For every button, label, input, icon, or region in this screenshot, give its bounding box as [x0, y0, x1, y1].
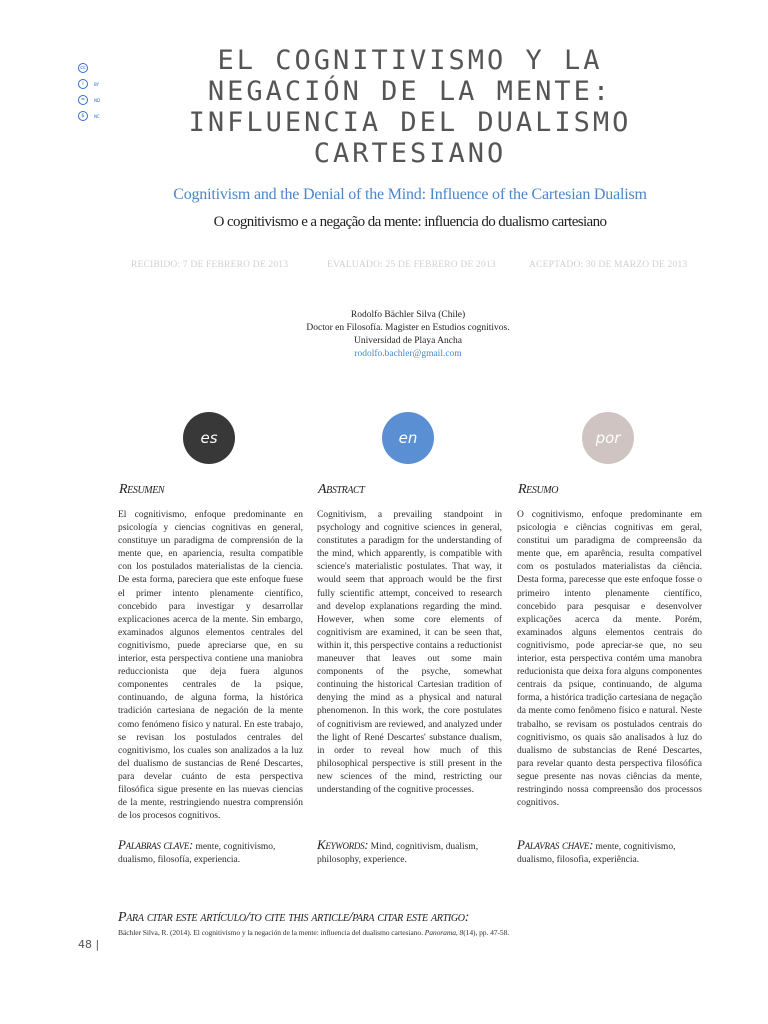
author-block [300, 309, 516, 361]
citation-text [118, 928, 678, 937]
keywords-values-es: mente, cognitivismo, dualismo, filosofía, experiencia. [118, 842, 276, 866]
date-received: RECIBIDO: 7 DE FEBRERO DE 2013 [131, 260, 289, 270]
abstract-body-en: Cognitivism, a prevailing standpoint in psychology and cognitive sciences in general, constitutes a paradigm for the understanding of the mind, which apparently, is compatible with science's materialistic postulates. That way, it would seem that approach would be the first fully scientific attempt, conceived to research and develop explanations regarding the mind. However, when some core elements of cognitivism are examined, it can be seen that, within it, this perspective contains a reductionist maneuver that leaves out some main components of the psyche, somewhat continuing the historical Cartesian tradition of denying the mind as a physical and natural phenomenon. In this work, the core postulates of cognitivism are reviewed, and analyzed under the light of René Descartes' substance dualism, in order to reveal how much of this philosophical perspective is still present in the new sciences of the mind, restricting our understanding of the cognitive processes. [317, 510, 502, 795]
citation-rest: (14), pp. 47-58. [463, 928, 510, 937]
lang-badge-en: en [382, 412, 434, 464]
author-degree: Doctor en Filosofía. Magister en Estudios cognitivos. [306, 323, 510, 333]
heading-resumo: Resumo [518, 482, 559, 497]
keywords-label-es: Palabras clave: [118, 837, 194, 852]
license-label-nc: NC [94, 113, 100, 119]
keywords-label-en: Keywords: [317, 837, 369, 852]
keywords-en [317, 838, 502, 867]
keywords-por [517, 838, 702, 867]
date-accepted: ACEPTADO: 30 DE MARZO DE 2013 [529, 260, 688, 270]
keywords-values-en: Mind, cognitivism, dualism, philosophy, experience. [317, 842, 479, 866]
license-label-by: BY [94, 81, 99, 87]
abstract-body-por: O cognitivismo, enfoque predominante em psicologia e ciências cognitivas em geral, constitui um paradigma de compreensão da mente que, em aparência, resulta compatível com os postulados materialistas da ciência. Desta forma, parecesse que este enfoque fosse o primeiro intento plenamente científico, concebido para pesquisar e desenvolver explicações acerca da mente. Porém, examinados alguns elementos centrais do cognitivismo, pode apreciar-se que, no seu interior, esta perspectiva contém uma manobra reducionista que deixa fora alguns componentes centrais da psique, continuando, de alguma forma, a histórica tradição cartesiana de negação da mente como fenômeno físico e natural. Neste trabalho, se revisam os postulados centrais do cognitivismo, os quais são analisados à luz do dualismo de substancias de René Descartes, para revelar quanto desta perspectiva filosófica segue presente nas novas ciências da mente, restringindo nossa compreensão dos processos cognitivos. [517, 510, 702, 809]
by-icon: i [78, 79, 88, 89]
heading-abstract: Abstract [318, 482, 365, 497]
keywords-es [118, 838, 303, 867]
citation-journal: Panorama, 8 [424, 928, 464, 937]
keywords-values-por: mente, cognitivismo, dualismo, filosofia, experiência. [517, 842, 676, 866]
license-row-by [78, 76, 108, 92]
license-row-cc [78, 60, 108, 76]
keywords-label-por: Palavras chave: [517, 837, 594, 852]
subtitle-english: Cognitivism and the Denial of the Mind: Influence of the Cartesian Dualism [173, 186, 647, 203]
license-row-nc [78, 108, 108, 124]
nc-icon: $ [78, 111, 88, 121]
page-number: 48 | [78, 938, 100, 951]
author-email-link[interactable]: rodolfo.bachler@gmail.com [354, 349, 462, 359]
lang-badge-por: por [582, 412, 634, 464]
date-evaluated: EVALUADO: 25 DE FEBRERO DE 2013 [327, 260, 496, 270]
license-icons [78, 60, 108, 124]
nd-icon: = [78, 95, 88, 105]
citation-heading: Para citar este artículo/to cite this article/para citar este artigo: [118, 910, 470, 925]
license-row-nd [78, 92, 108, 108]
subtitle-portuguese: O cognitivismo e a negação da mente: influencia do dualismo cartesiano [213, 214, 607, 230]
heading-resumen: Resumen [119, 482, 165, 497]
citation-main: Bächler Silva, R. (2014). El cognitivismo y la negación de la mente: influencia del dualismo cartesiano. [118, 928, 425, 937]
article-title: EL COGNITIVISMO Y LA NEGACIÓN DE LA MENTE: INFLUENCIA DEL DUALISMO CARTESIANO [188, 45, 632, 169]
author-institution: Universidad de Playa Ancha [354, 336, 462, 346]
cc-icon: cc [78, 63, 88, 73]
lang-badge-es: es [183, 412, 235, 464]
abstract-body-es: El cognitivismo, enfoque predominante en psicología y ciencias cognitivas en general, constituye un paradigma de comprensión de la mente que, en apariencia, resulta compatible con los postulados materialistas de la ciencia. De esta forma, pareciera que este enfoque fuese el primer intento plenamente científico, concebido para investigar y desarrollar explicaciones acerca de la mente. Sin embargo, examinados algunos elementos centrales del cognitivismo, puede apreciarse que, en su interior, esta perspectiva contiene una maniobra reduccionista que deja fuera algunos componentes centrales de la psique, continuando, de alguna forma, la histórica tradición cartesiana de negación de la mente como fenómeno físico y natural. En este trabajo, se revisan los postulados centrales del cognitivismo, los cuales son analizados a la luz del dualismo de sustancias de René Descartes, para develar cuánto de esta perspectiva filosófica sigue presente en las nuevas ciencias de la mente, restringiendo nuestra comprensión de los procesos cognitivos. [118, 510, 303, 822]
license-label-nd: ND [94, 97, 101, 103]
author-name: Rodolfo Bächler Silva (Chile) [350, 310, 466, 320]
